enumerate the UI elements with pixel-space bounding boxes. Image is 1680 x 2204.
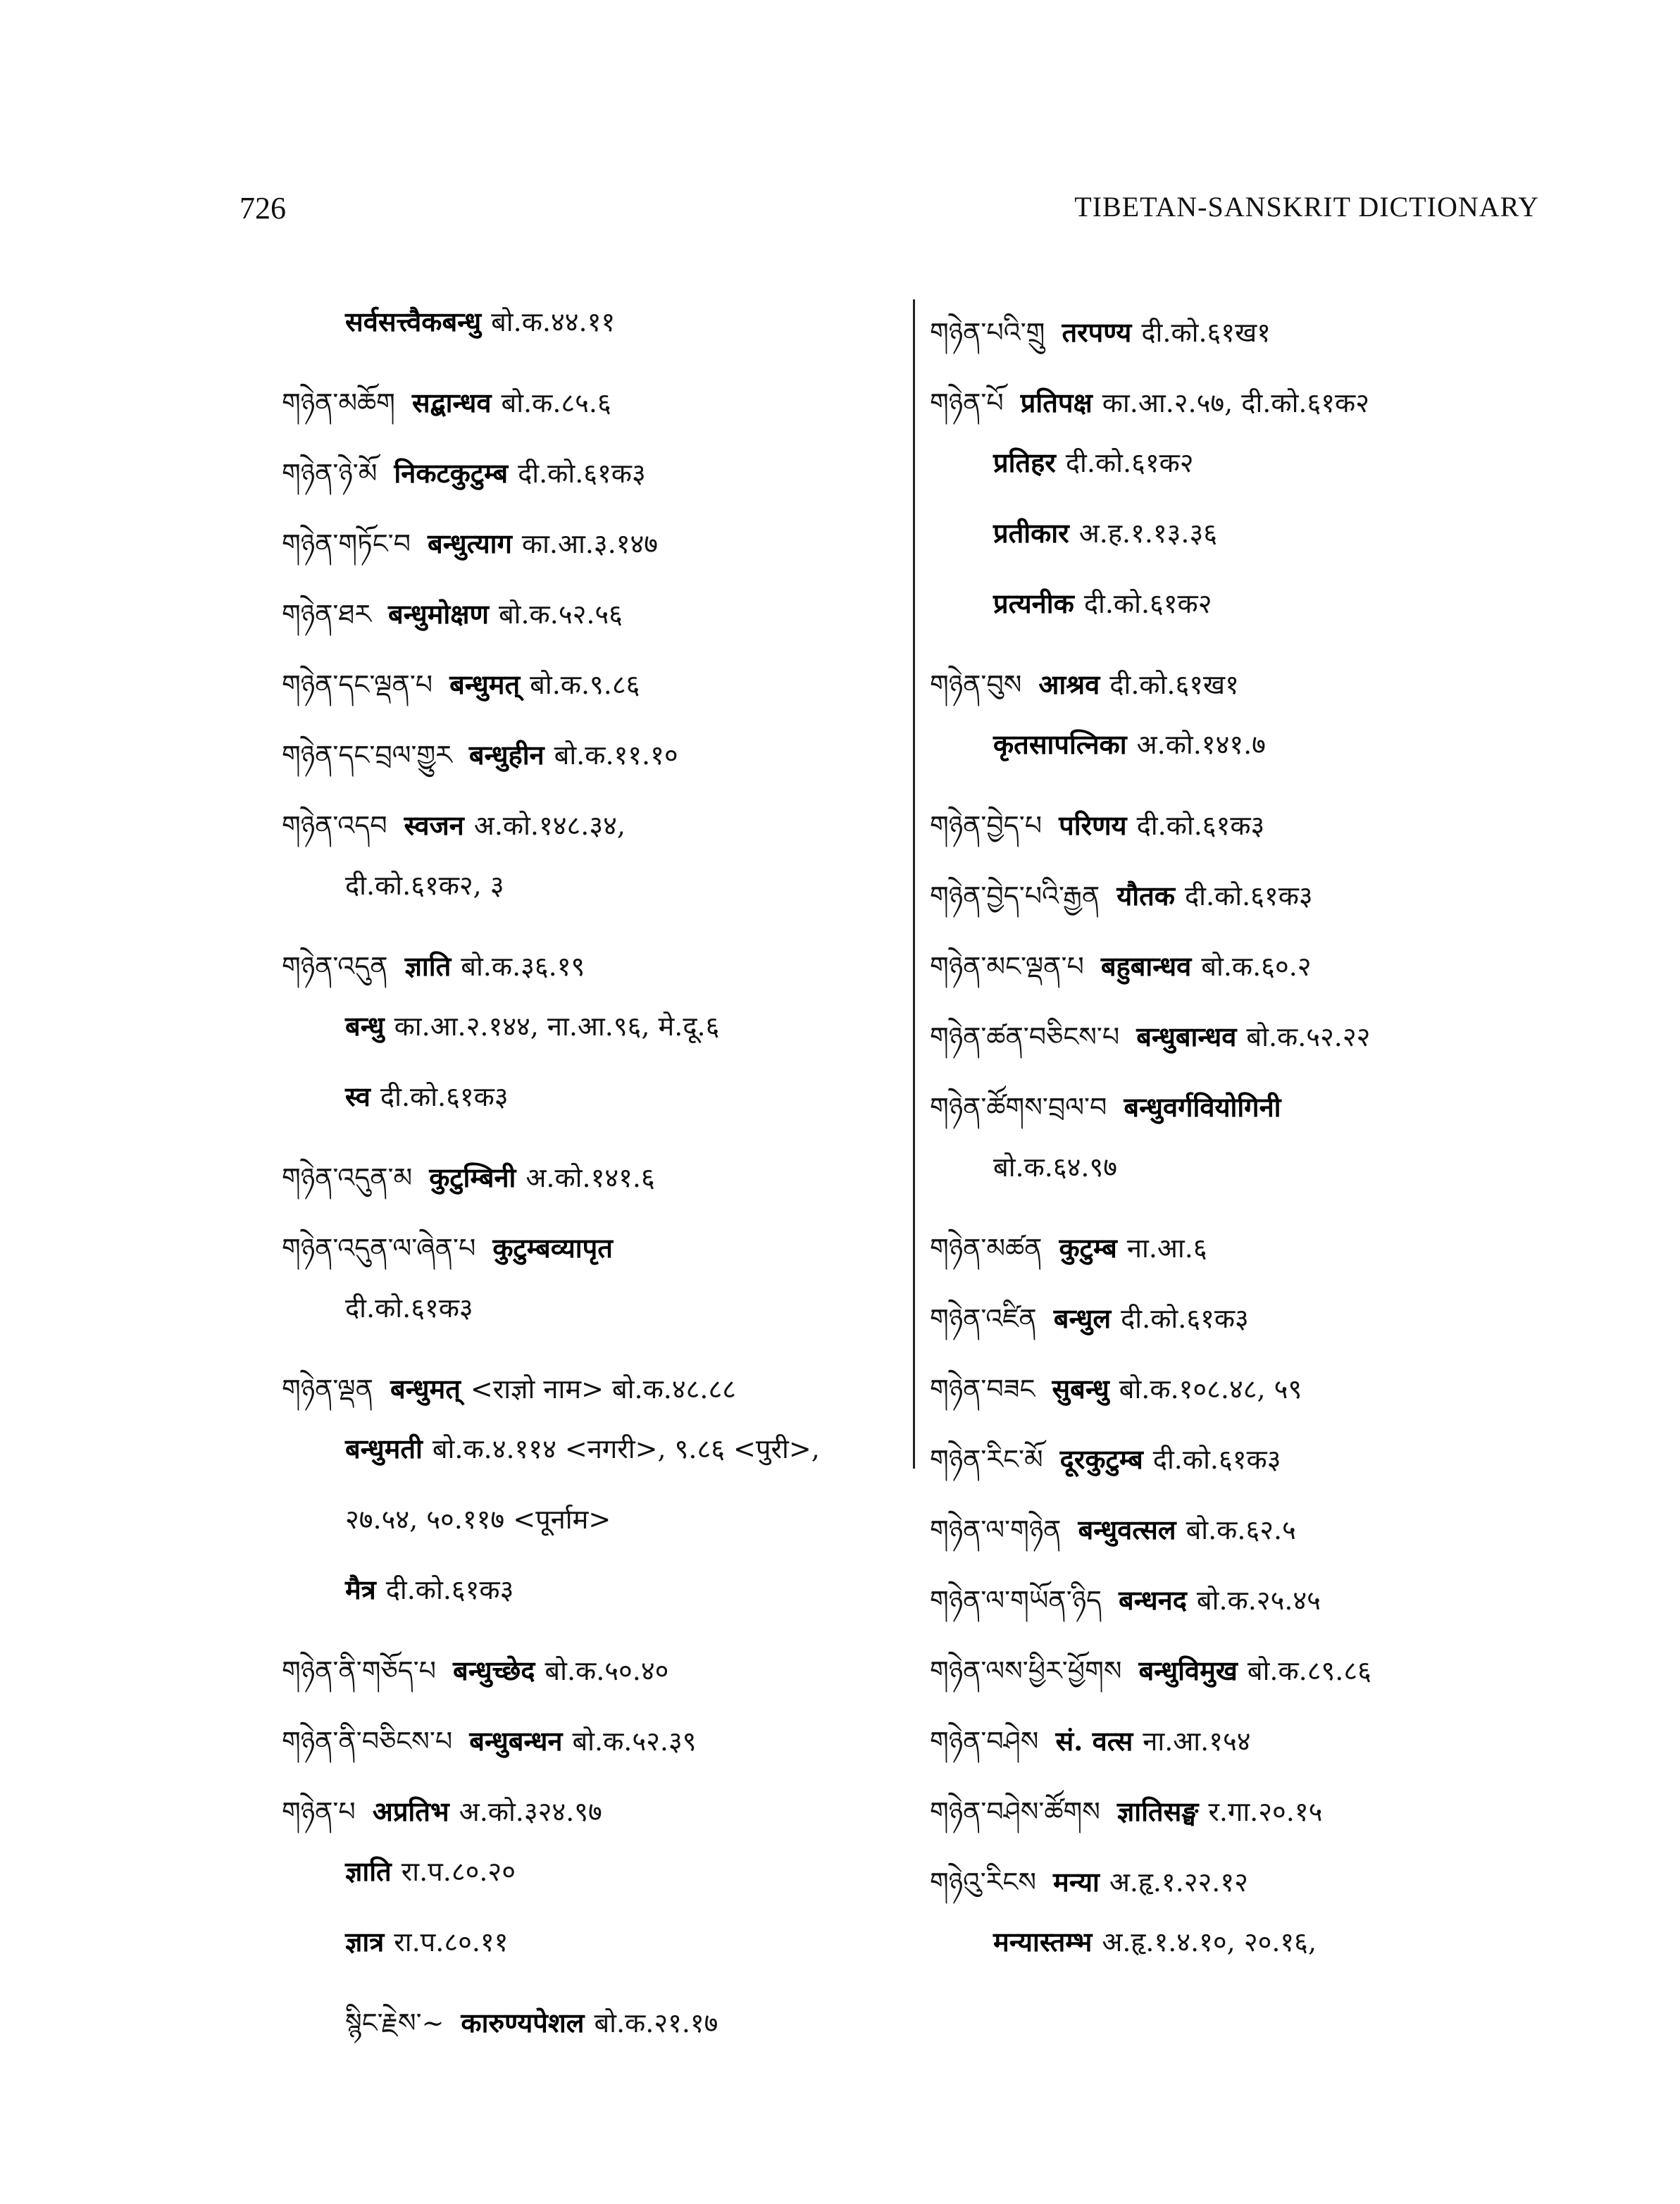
dictionary-line — [930, 1712, 1564, 1782]
source-reference: अ.को.३२४.९७ — [459, 1796, 602, 1827]
page-number: 726 — [239, 191, 286, 225]
sanskrit-equivalent: स्व — [345, 1081, 371, 1112]
tibetan-headword: གཉེན་འདུན་ལ་ཞེན་པ — [282, 1233, 476, 1264]
source-reference: दी.को.६१क३ — [380, 1081, 509, 1112]
source-reference: बो.क.४४.११ — [491, 306, 616, 337]
source-reference: दी.को.६१क३ — [1152, 1444, 1281, 1475]
source-reference: <राज्ञो नाम> बो.क.४८.८८ — [470, 1374, 737, 1405]
source-reference: बो.क.२५.४५ — [1196, 1585, 1321, 1616]
dictionary-line — [282, 1712, 916, 1782]
sanskrit-equivalent: कुटुम्ब — [1059, 1232, 1117, 1264]
sanskrit-equivalent: तरपण्य — [1062, 316, 1132, 348]
sanskrit-equivalent: ज्ञातिसङ्घ — [1116, 1795, 1199, 1827]
tibetan-headword: གཉེན་པ — [282, 1796, 356, 1827]
dictionary-line — [930, 937, 1564, 1007]
source-reference: बो.क.५०.४० — [545, 1655, 669, 1686]
dictionary-line — [930, 796, 1564, 866]
dictionary-line — [930, 1923, 1564, 1993]
source-reference: दी.को.६१क३ — [518, 458, 646, 489]
sanskrit-equivalent: बन्धुत्याग — [428, 528, 512, 559]
tibetan-headword: གཉེན་དང་བྲལ་གྱུར — [282, 740, 452, 771]
sanskrit-equivalent: स्वजन — [404, 809, 464, 841]
dictionary-line — [282, 655, 916, 726]
source-reference: ना.आ.१५४ — [1143, 1726, 1251, 1757]
dictionary-line — [930, 1148, 1564, 1219]
tibetan-headword: གཉེན་མཆོག — [282, 387, 395, 418]
source-reference: अ.को.१४१.७ — [1136, 729, 1266, 760]
dictionary-line — [282, 1923, 916, 1993]
source-reference: दी.को.६१क२ — [1083, 588, 1212, 619]
sanskrit-equivalent: सं. वत्स — [1055, 1725, 1133, 1757]
tibetan-headword: གཉེན་ནི་གཅོད་པ — [282, 1655, 436, 1686]
dictionary-line — [282, 1078, 916, 1148]
source-reference: बो.क.८९.८६ — [1247, 1655, 1371, 1686]
sanskrit-equivalent: कृतसापत्निका — [993, 728, 1127, 760]
sanskrit-equivalent: आश्रव — [1038, 668, 1100, 700]
dictionary-line — [282, 1993, 916, 2064]
sanskrit-equivalent: मैत्र — [345, 1574, 376, 1605]
source-reference: दी.को.६१क२ — [1065, 447, 1194, 478]
sanskrit-equivalent: मन्यास्तम्भ — [993, 1926, 1093, 1957]
tibetan-headword: གཉེན་ལྡན — [282, 1374, 373, 1405]
tibetan-headword: གཉེན་བུས — [930, 669, 1022, 700]
sanskrit-equivalent: बन्धुवत्सल — [1078, 1514, 1176, 1545]
tibetan-headword: གཉེན་བཤེས — [930, 1726, 1039, 1757]
dictionary-line — [282, 1289, 916, 1359]
source-reference: ना.आ.६ — [1126, 1233, 1207, 1264]
dictionary-line — [930, 444, 1564, 514]
source-reference: बो.क.९.८६ — [530, 669, 640, 700]
dictionary-line — [282, 1007, 916, 1078]
tibetan-headword: གཉེའུ་རིངས — [930, 1867, 1037, 1898]
sanskrit-equivalent: कारुण्यपेशल — [461, 2007, 585, 2038]
sanskrit-equivalent: बन्धनद — [1119, 1584, 1187, 1616]
dictionary-line — [282, 796, 916, 866]
dictionary-line — [282, 726, 916, 796]
source-reference: अ.हृ.१.४.१०, २०.१६, — [1102, 1926, 1317, 1957]
tibetan-headword: གཉེན་འདབ — [282, 810, 387, 841]
dictionary-line — [930, 1782, 1564, 1853]
source-reference: बो.क.४.११४ <नगरी>, ९.८६ <पुरी>, — [432, 1433, 820, 1464]
dictionary-line — [282, 1148, 916, 1219]
dictionary-line — [282, 514, 916, 585]
dictionary-line — [282, 1571, 916, 1641]
source-reference: बो.क.३६.१९ — [461, 951, 585, 982]
dictionary-line — [930, 1500, 1564, 1571]
source-reference: बो.क.६२.५ — [1186, 1514, 1296, 1545]
dictionary-line — [282, 585, 916, 655]
source-reference: दी.को.६१ख१ — [1109, 669, 1239, 700]
tibetan-headword: གཉེན་ལ་གཡོན་ཉིད — [930, 1585, 1102, 1616]
source-reference: रा.प.८०.२० — [401, 1856, 516, 1887]
dictionary-line — [930, 1853, 1564, 1923]
sanskrit-equivalent: ज्ञात्र — [345, 1926, 385, 1957]
sanskrit-equivalent: बन्धुमत् — [449, 668, 521, 700]
right-column — [930, 303, 1564, 2141]
tibetan-headword: གཉེན་མཚན — [930, 1233, 1043, 1264]
dictionary-line — [282, 1219, 916, 1289]
tibetan-headword: གཉེན་འདུན — [282, 951, 388, 982]
source-reference: बो.क.५२.२२ — [1246, 1021, 1371, 1052]
dictionary-line — [282, 1853, 916, 1923]
dictionary-line — [930, 726, 1564, 796]
source-reference: दी.को.६१क३ — [1121, 1303, 1249, 1334]
tibetan-headword: གཉེན་རིང་མོ — [930, 1444, 1043, 1475]
dictionary-line — [930, 373, 1564, 444]
sanskrit-equivalent: सर्वसत्त्वैकबन्धु — [345, 306, 482, 337]
source-reference: दी.को.६१क३ — [1184, 880, 1313, 911]
sanskrit-equivalent: अप्रतिभ — [372, 1795, 449, 1827]
tibetan-headword: གཉེན་པའི་གྲུ — [930, 317, 1045, 348]
source-reference: का.आ.२.१४४, ना.आ.९६, मे.दू.६ — [394, 1011, 720, 1042]
tibetan-headword: གཉེན་ལ་གཉེན — [930, 1514, 1062, 1545]
left-column — [282, 303, 916, 2141]
tibetan-headword: གཉེན་བཟང — [930, 1374, 1035, 1405]
dictionary-line — [282, 1430, 916, 1500]
column-divider — [913, 299, 915, 1469]
source-reference: बो.क.१०८.४८, ५९ — [1119, 1374, 1302, 1405]
sanskrit-equivalent: कुटुम्बिनी — [429, 1162, 516, 1193]
sanskrit-equivalent: प्रतिहर — [993, 447, 1056, 478]
dictionary-line — [930, 866, 1564, 937]
sanskrit-equivalent: बन्धुहीन — [468, 739, 545, 771]
source-reference: बो.क.५२.५६ — [498, 599, 623, 630]
sanskrit-equivalent: ज्ञाति — [345, 1855, 392, 1887]
dictionary-line — [930, 1007, 1564, 1078]
source-reference: दी.को.६१ख१ — [1141, 317, 1271, 348]
source-reference: बो.क.८५.६ — [501, 387, 611, 418]
sanskrit-equivalent: प्रतीकार — [993, 517, 1069, 549]
tibetan-headword: གཉེན་ལས་ཕྱིར་ཕྱོགས — [930, 1655, 1122, 1686]
tibetan-headword: གཉེན་ཐར — [282, 599, 372, 630]
tibetan-headword: གཉེན་བཤེས་ཚོགས — [930, 1796, 1100, 1827]
sanskrit-equivalent: बन्धुमत् — [390, 1373, 461, 1405]
dictionary-line — [930, 1289, 1564, 1359]
dictionary-line — [930, 585, 1564, 655]
source-reference: दी.को.६१क३ — [345, 1293, 473, 1324]
source-reference: अ.ह.१.१३.३६ — [1078, 518, 1218, 549]
dictionary-line — [282, 1782, 916, 1853]
source-reference: बो.क.२१.१७ — [594, 2007, 718, 2038]
dictionary-line — [930, 1641, 1564, 1712]
tibetan-headword: གཉེན་འཛིན — [930, 1303, 1037, 1334]
dictionary-line — [930, 1078, 1564, 1148]
dictionary-line — [282, 866, 916, 937]
dictionary-line — [282, 303, 916, 373]
dictionary-line — [930, 655, 1564, 726]
dictionary-line — [282, 1641, 916, 1712]
dictionary-line — [282, 444, 916, 514]
sanskrit-equivalent: बन्धुमोक्षण — [388, 598, 489, 630]
tibetan-headword: གཉེན་ནི་བཅིངས་པ — [282, 1726, 453, 1757]
source-reference: अ.को.१४१.६ — [525, 1162, 655, 1193]
sanskrit-equivalent: सद्बान्धव — [411, 387, 492, 418]
sanskrit-equivalent: परिणय — [1059, 809, 1127, 841]
dictionary-line — [930, 1571, 1564, 1641]
source-reference: अ.हृ.१.२२.१२ — [1109, 1867, 1248, 1898]
source-reference: दी.को.६१क३ — [385, 1574, 514, 1605]
source-reference: बो.क.६४.९७ — [993, 1152, 1118, 1183]
source-reference: दी.को.६१क३ — [1136, 810, 1265, 841]
dictionary-line — [930, 1219, 1564, 1289]
sanskrit-equivalent: कुटुम्बव्यापृत — [492, 1232, 613, 1264]
tibetan-headword: གཉེན་ཚན་བཅིངས་པ — [930, 1021, 1120, 1052]
tibetan-headword: གཉེན་ཚོགས་བྲལ་བ — [930, 1092, 1107, 1123]
source-reference: अ.को.१४८.३४, — [473, 810, 626, 841]
sanskrit-equivalent: ज्ञाति — [404, 950, 452, 982]
source-reference: र.गा.२०.१५ — [1208, 1796, 1323, 1827]
dictionary-line — [930, 1359, 1564, 1430]
dictionary-line — [282, 1359, 916, 1430]
source-reference: रा.प.८०.११ — [394, 1926, 509, 1957]
tibetan-headword: སྙིང་རྗེས་~ — [345, 2007, 444, 2038]
dictionary-line — [282, 1500, 916, 1571]
sanskrit-equivalent: बन्धुविमुख — [1138, 1655, 1238, 1686]
tibetan-headword: གཉེན་པོ — [930, 387, 1004, 418]
dictionary-line — [930, 303, 1564, 373]
dictionary-line — [930, 1430, 1564, 1500]
tibetan-headword: གཉེན་གཏོང་བ — [282, 528, 411, 559]
sanskrit-equivalent: दूरकुटुम्ब — [1059, 1443, 1143, 1475]
sanskrit-equivalent: बन्धु — [345, 1010, 385, 1042]
sanskrit-equivalent: बन्धुच्छेद — [453, 1655, 535, 1686]
sanskrit-equivalent: सुबन्धु — [1052, 1373, 1109, 1405]
tibetan-headword: གཉེན་ཉེ་མོ — [282, 458, 378, 489]
tibetan-headword: གཉེན་དང་ལྡན་པ — [282, 669, 433, 700]
sanskrit-equivalent: यौतक — [1116, 880, 1175, 911]
sanskrit-equivalent: निकटकुटुम्ब — [394, 457, 509, 489]
sanskrit-equivalent: बन्धुबान्धव — [1136, 1021, 1237, 1052]
source-reference: का.आ.३.१४७ — [521, 528, 659, 559]
sanskrit-equivalent: मन्या — [1053, 1866, 1100, 1898]
tibetan-headword: གཉེན་བྱེད་པའི་རྒྱན — [930, 880, 1100, 911]
dictionary-line — [282, 373, 916, 444]
tibetan-headword: གཉེན་བྱེད་པ — [930, 810, 1043, 841]
dictionary-line — [930, 514, 1564, 585]
tibetan-headword: གཉེན་མང་ལྡན་པ — [930, 951, 1084, 982]
sanskrit-equivalent: प्रतिपक्ष — [1020, 387, 1093, 418]
sanskrit-equivalent: बन्धुबन्धन — [469, 1725, 563, 1757]
sanskrit-equivalent: प्रत्यनीक — [993, 587, 1074, 619]
tibetan-headword: གཉེན་འདུན་མ — [282, 1162, 413, 1193]
source-reference: २७.५४, ५०.११७ <पूर्नाम> — [345, 1504, 611, 1535]
dictionary-line — [282, 937, 916, 1007]
source-reference: बो.क.५२.३९ — [572, 1726, 697, 1757]
sanskrit-equivalent: बन्धुवर्गवियोगिनी — [1124, 1091, 1281, 1123]
source-reference: दी.को.६१क२, ३ — [345, 870, 504, 901]
sanskrit-equivalent: बहुबान्धव — [1100, 950, 1192, 982]
sanskrit-equivalent: बन्धुल — [1053, 1302, 1112, 1334]
source-reference: बो.क.११.१० — [554, 740, 678, 771]
source-reference: का.आ.२.५७, दी.को.६१क२ — [1102, 387, 1369, 418]
running-title: TIBETAN-SANSKRIT DICTIONARY — [1074, 191, 1539, 223]
source-reference: बो.क.६०.२ — [1201, 951, 1312, 982]
sanskrit-equivalent: बन्धुमती — [345, 1433, 423, 1464]
